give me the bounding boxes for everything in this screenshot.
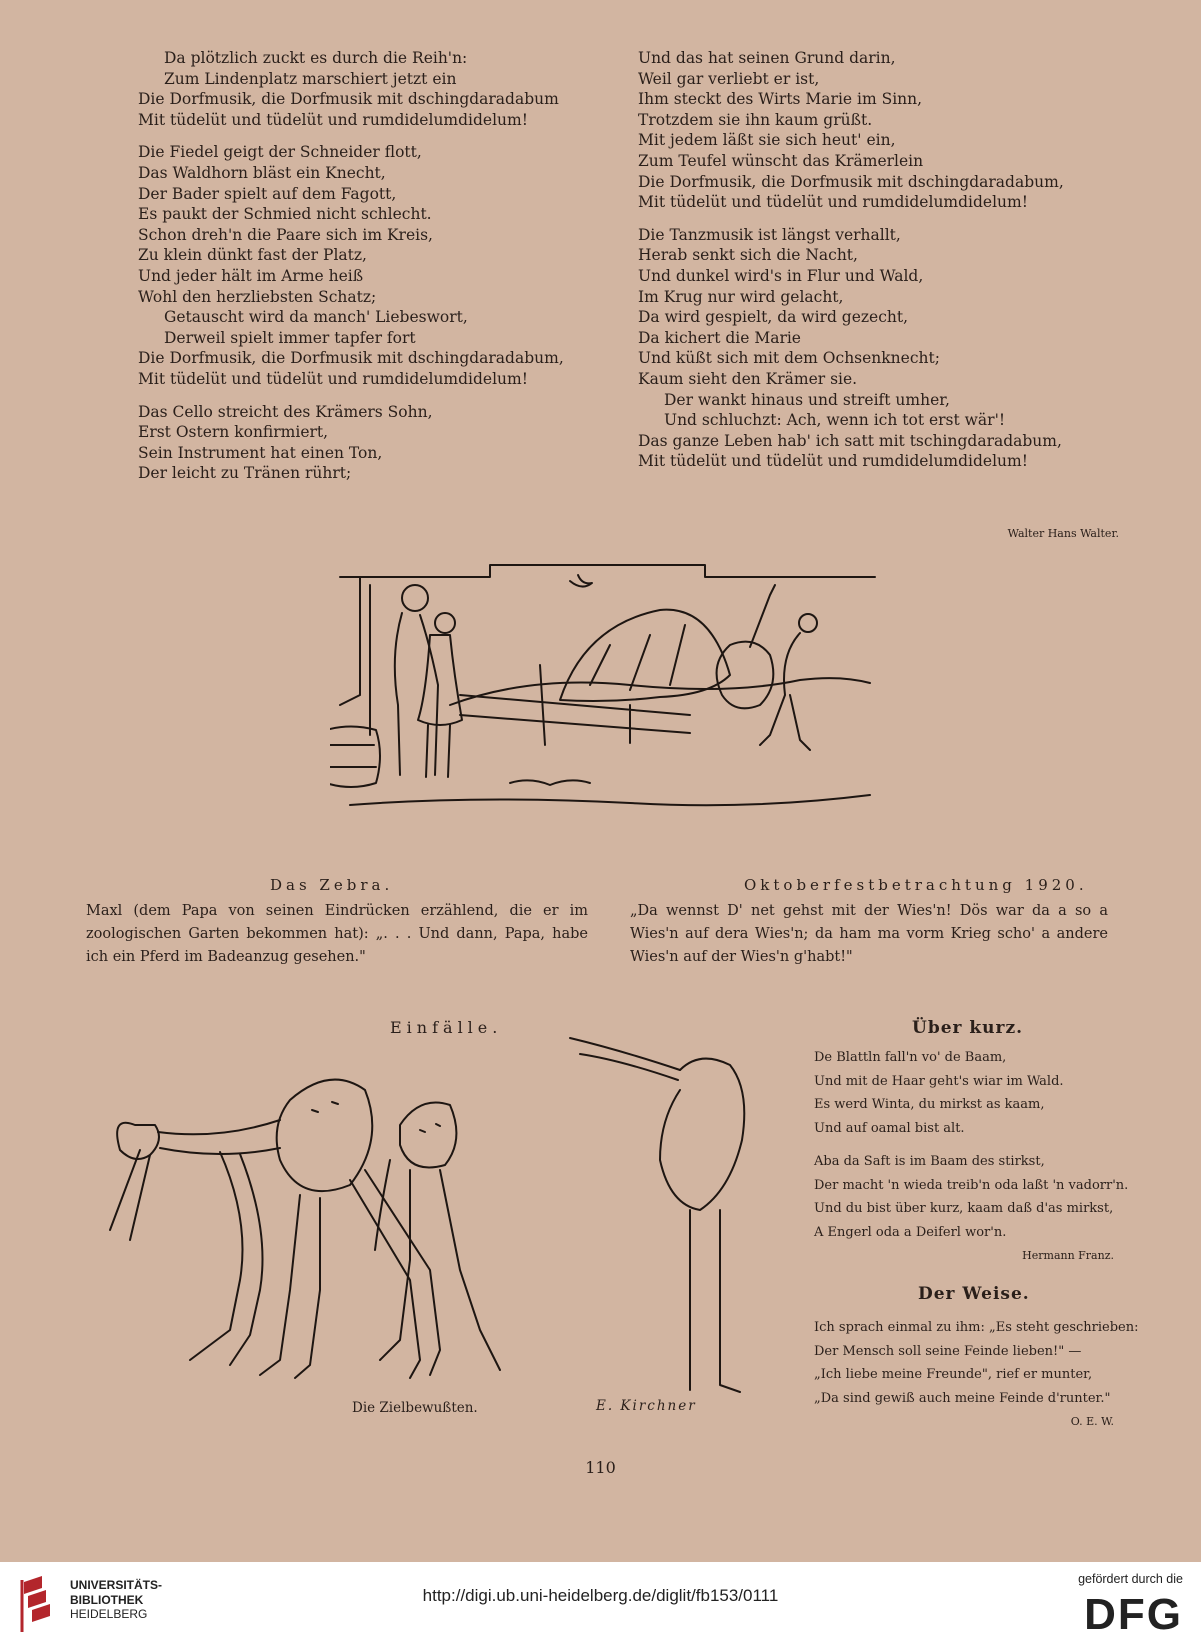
poem-line: Wohl den herzliebsten Schatz;: [138, 287, 377, 306]
poem-line: Und jeder hält im Arme heiß: [138, 266, 364, 285]
poem-line: Da kichert die Marie: [638, 328, 801, 347]
poem-line: Die Fiedel geigt der Schneider flott,: [138, 143, 422, 162]
funded-by-label: gefördert durch die: [1078, 1572, 1183, 1586]
poem-line: Herab senkt sich die Nacht,: [638, 246, 858, 265]
poem-line: Trotzdem sie ihn kaum grüßt.: [638, 110, 873, 129]
poem-line: Der Bader spielt auf dem Fagott,: [138, 184, 397, 203]
poem-line: Sein Instrument hat einen Ton,: [138, 443, 383, 462]
poem-line: Getauscht wird da manch' Liebeswort,: [164, 308, 468, 327]
poem-line: Ihm steckt des Wirts Marie im Sinn,: [638, 90, 923, 109]
poem-stanza: [638, 225, 1108, 472]
poem-line: Der wankt hinaus und streift umher,: [664, 390, 950, 409]
library-name-line3: HEIDELBERG: [70, 1607, 148, 1621]
poem-line: Und schluchzt: Ach, wenn ich tot erst wär'!: [664, 411, 1006, 430]
poem-line: Ich sprach einmal zu ihm: „Es steht geschrieben:: [814, 1320, 1139, 1335]
poem-line: Die Dorfmusik, die Dorfmusik mit dschingdaradabum,: [638, 172, 1064, 191]
footer-bar: [0, 1562, 1201, 1648]
poem-line: Aba da Saft is im Baam des stirkst,: [814, 1154, 1045, 1169]
poem-line: Das Waldhorn bläst ein Knecht,: [138, 163, 386, 182]
poem-stanza: [814, 1150, 1129, 1244]
poem-line: Mit tüdelüt und tüdelüt und rumdidelumdidelum!: [638, 193, 1028, 212]
zielbewussten-caption: Die Zielbewußten.: [352, 1400, 478, 1416]
zebra-text: Maxl (dem Papa von seinen Eindrücken erzählend, die er im zoologischen Garten bekommen hat): „. . . Und dann, Papa, habe ich ein Pferd im Badeanzug gesehen.": [86, 903, 588, 965]
poem-author: Walter Hans Walter.: [1007, 527, 1119, 540]
der-weise-title: Der Weise.: [918, 1284, 1030, 1304]
poem-line: Mit tüdelüt und tüdelüt und rumdidelumdidelum!: [638, 452, 1028, 471]
poem-line: Es paukt der Schmied nicht schlecht.: [138, 205, 432, 224]
poem-line: Da plötzlich zuckt es durch die Reih'n:: [164, 49, 468, 67]
poem-stanza: [138, 48, 588, 130]
poem-line: Kaum sieht den Krämer sie.: [638, 369, 858, 388]
poem-line: Und küßt sich mit dem Ochsenknecht;: [638, 349, 940, 368]
der-weise-poem: [814, 1316, 1139, 1434]
poem-line: Erst Ostern konfirmiert,: [138, 423, 329, 442]
poem-line: Schon dreh'n die Paare sich im Kreis,: [138, 225, 433, 244]
poem-right-column: [638, 48, 1108, 484]
poem-line: „Da sind gewiß auch meine Feinde d'runter.": [814, 1390, 1111, 1406]
poem-line: Die Dorfmusik, die Dorfmusik mit dschingdaradabum: [138, 90, 559, 109]
ueber-kurz-title: Über kurz.: [912, 1018, 1024, 1038]
poem-line: Mit tüdelüt und tüdelüt und rumdidelumdidelum!: [138, 110, 528, 129]
poem-line: Zu klein dünkt fast der Platz,: [138, 246, 367, 265]
dfg-logo: DFG: [1084, 1590, 1183, 1639]
poem-line: Und auf oamal bist alt.: [814, 1120, 965, 1136]
der-weise-author: O. E. W.: [1070, 1415, 1114, 1428]
poem-line: Zum Teufel wünscht das Krämerlein: [638, 151, 924, 170]
poem-line: Und das hat seinen Grund darin,: [638, 49, 896, 67]
poem-line: Im Krug nur wird gelacht,: [638, 287, 844, 306]
poem-stanza: [814, 1046, 1114, 1140]
poem-line: Derweil spielt immer tapfer fort: [164, 328, 416, 347]
source-url-link[interactable]: http://digi.ub.uni-heidelberg.de/diglit/fb153/0111: [422, 1586, 779, 1605]
poem-line: A Engerl oda a Deiferl wor'n.: [814, 1224, 1007, 1240]
einfaelle-title: Einfälle.: [390, 1018, 503, 1037]
poem-line: De Blattln fall'n vo' de Baam,: [814, 1050, 1007, 1065]
oktoberfest-title: Oktoberfestbetrachtung 1920.: [744, 876, 1088, 894]
poem-line: Der macht 'n wieda treib'n oda laßt 'n vadorr'n.: [814, 1177, 1129, 1193]
poem-line: Und dunkel wird's in Flur und Wald,: [638, 266, 924, 285]
poem-line: Das Cello streicht des Krämers Sohn,: [138, 402, 433, 421]
oktoberfest-text: „Da wennst D' net gehst mit der Wies'n! Dös war da a so a Wies'n auf dera Wies'n; da ham ma vorm Krieg scho' a andere Wies'n auf der Wies'n g'habt!": [630, 903, 1108, 965]
poem-line: Der Mensch soll seine Feinde lieben!" —: [814, 1343, 1082, 1359]
kirchner-signature: E. Kirchner: [596, 1398, 697, 1414]
village-scene-illustration: [330, 555, 890, 830]
poem-line: Die Dorfmusik, die Dorfmusik mit dschingdaradabum,: [138, 349, 564, 368]
poem-line: Das ganze Leben hab' ich satt mit tschingdaradabum,: [638, 431, 1062, 450]
poem-line: Da wird gespielt, da wird gezecht,: [638, 308, 909, 327]
poem-line: Mit jedem läßt sie sich heut' ein,: [638, 131, 896, 150]
poem-stanza: [638, 48, 1108, 213]
ueber-kurz-author: Hermann Franz.: [1022, 1249, 1114, 1262]
poem-stanza: [814, 1316, 1139, 1410]
page-number: 110: [585, 1458, 616, 1477]
library-name-line2: BIBLIOTHEK: [70, 1592, 144, 1607]
zielbewussten-drawing: [80, 1030, 800, 1400]
poem-line: „Ich liebe meine Freunde", rief er munter,: [814, 1367, 1093, 1382]
poem-line: Und du bist über kurz, kaam daß d'as mirkst,: [814, 1201, 1114, 1216]
poem-line: Und mit de Haar geht's wiar im Wald.: [814, 1073, 1064, 1089]
library-name-line1: UNIVERSITÄTS-: [70, 1578, 163, 1592]
ueber-kurz-poem: [814, 1046, 1129, 1268]
poem-line: Mit tüdelüt und tüdelüt und rumdidelumdidelum!: [138, 369, 528, 388]
poem-left-column: [138, 48, 588, 496]
poem-line: Der leicht zu Tränen rührt;: [138, 464, 352, 483]
poem-line: Es werd Winta, du mirkst as kaam,: [814, 1097, 1045, 1112]
poem-line: Weil gar verliebt er ist,: [638, 69, 820, 88]
poem-stanza: [138, 142, 588, 389]
poem-line: Zum Lindenplatz marschiert jetzt ein: [164, 69, 457, 88]
zebra-title: Das Zebra.: [270, 876, 394, 894]
poem-stanza: [138, 402, 588, 484]
poem-line: Die Tanzmusik ist längst verhallt,: [638, 225, 901, 244]
